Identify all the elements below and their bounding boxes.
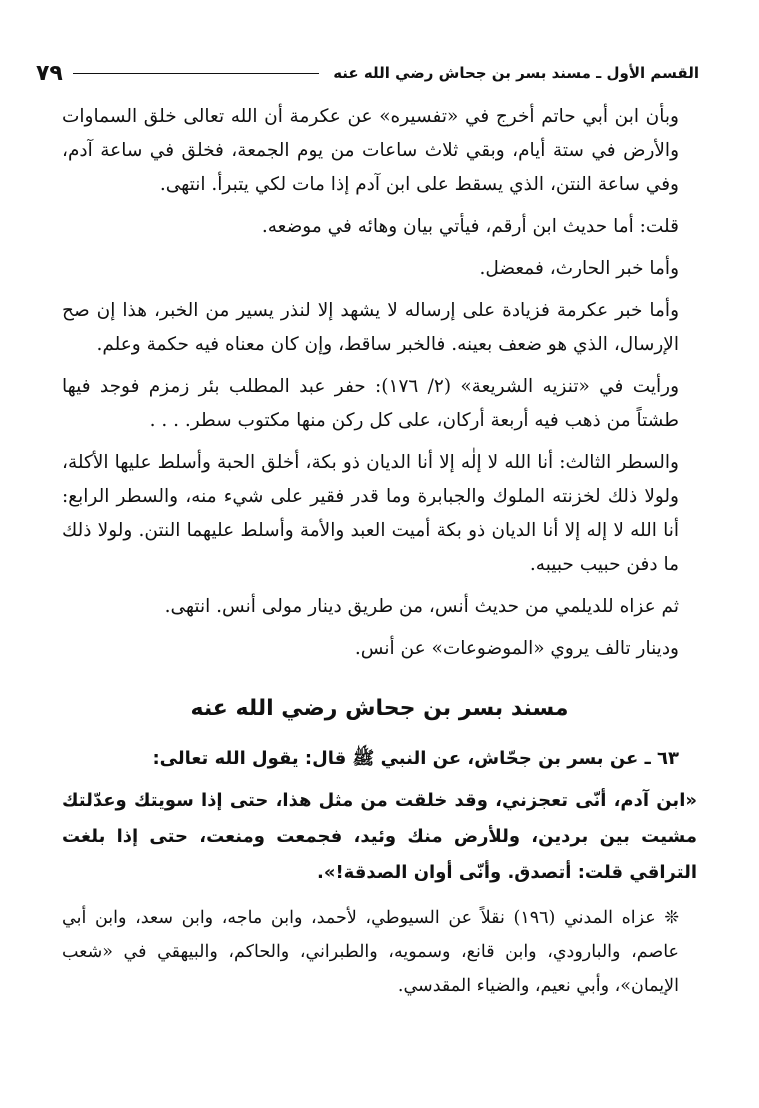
hadith-text: «ابن آدم، أنّى تعجزني، وقد خلقت من مثل هذا، حتى إذا سويتك وعدّلتك مشيت بين بردين، وللأرض منك وئيد، فجمعت ومنعت، حتى إذا بلغت التراقي قلت: أتصدق. وأنّى أوان الصدقة!». (62, 790, 697, 883)
page-number: ٧٩ (36, 60, 63, 86)
page-body (62, 100, 697, 1003)
paragraph-ibn-arqam: قلت: أما حديث ابن أرقم، فيأتي بيان وهائه في موضعه. (261, 216, 679, 237)
running-header (36, 58, 699, 88)
section-title: مسند بسر بن جحاش رضي الله عنه (190, 696, 569, 721)
paragraph-third-line: والسطر الثالث: أنا الله لا إلٰه إلا أنا الديان ذو بكة، أخلق الحبة وأسلط عليها الأكلة، ولولا ذلك لخزنته الملوك والجبابرة وما قدر فقير على شيء منه، والسطر الرابع: أنا الله لا إله إلا أنا الديان ذو بكة أميت العبد والأمة وأسلط عليهما النتن. ولولا ذلك ما دفن حبيب حبيبه. (62, 452, 679, 575)
header-title: القسم الأول ـ مسند بسر بن جحاش رضي الله عنه (333, 64, 699, 82)
header-rule (73, 73, 319, 74)
paragraph-harith: وأما خبر الحارث، فمعضل. (479, 258, 679, 279)
paragraph-dinar: ودينار تالف يروي «الموضوعات» عن أنس. (354, 638, 679, 659)
hadith-heading: ٦٣ ـ عن بسر بن جحّاش، عن النبي ﷺ قال: يقول الله تعالى: (152, 748, 679, 769)
paragraph-ibn-abi-hatim: وبأن ابن أبي حاتم أخرج في «تفسيره» عن عكرمة أن الله تعالى خلق السماوات والأرض في ستة أيام، وبقي ثلاث ساعات من يوم الجمعة، فخلق في ساعة آدم، وفي ساعة النتن، الذي يسقط على ابن آدم إذا مات لكي يتبرأ. انتهى. (62, 106, 679, 195)
paragraph-daylami: ثم عزاه للديلمي من حديث أنس، من طريق دينار مولى أنس. انتهى. (164, 596, 679, 617)
paragraph-tanzih: ورأيت في «تنزيه الشريعة» (٢/ ١٧٦): حفر عبد المطلب بئر زمزم فوجد فيها طشتاً من ذهب فيه أربعة أركان، على كل ركن منها مكتوب سطر. . . . (62, 376, 680, 431)
paragraph-ikrima: وأما خبر عكرمة فزيادة على إرساله لا يشهد إلا لنذر يسير من الخبر، هذا إن صح الإرسال، الذي هو ضعف بعينه. فالخبر ساقط، وإن كان معناه فيه حكمة وعلم. (62, 300, 679, 355)
hadith-footnote: ❊ عزاه المدني (١٩٦) نقلاً عن السيوطي، لأحمد، وابن ماجه، وابن سعد، وابن أبي عاصم، والبارودي، وابن قانع، وسمويه، والطبراني، والحاكم، والبيهقي في «شعب الإيمان»، وأبي نعيم، والضياء المقدسي. (62, 908, 679, 996)
